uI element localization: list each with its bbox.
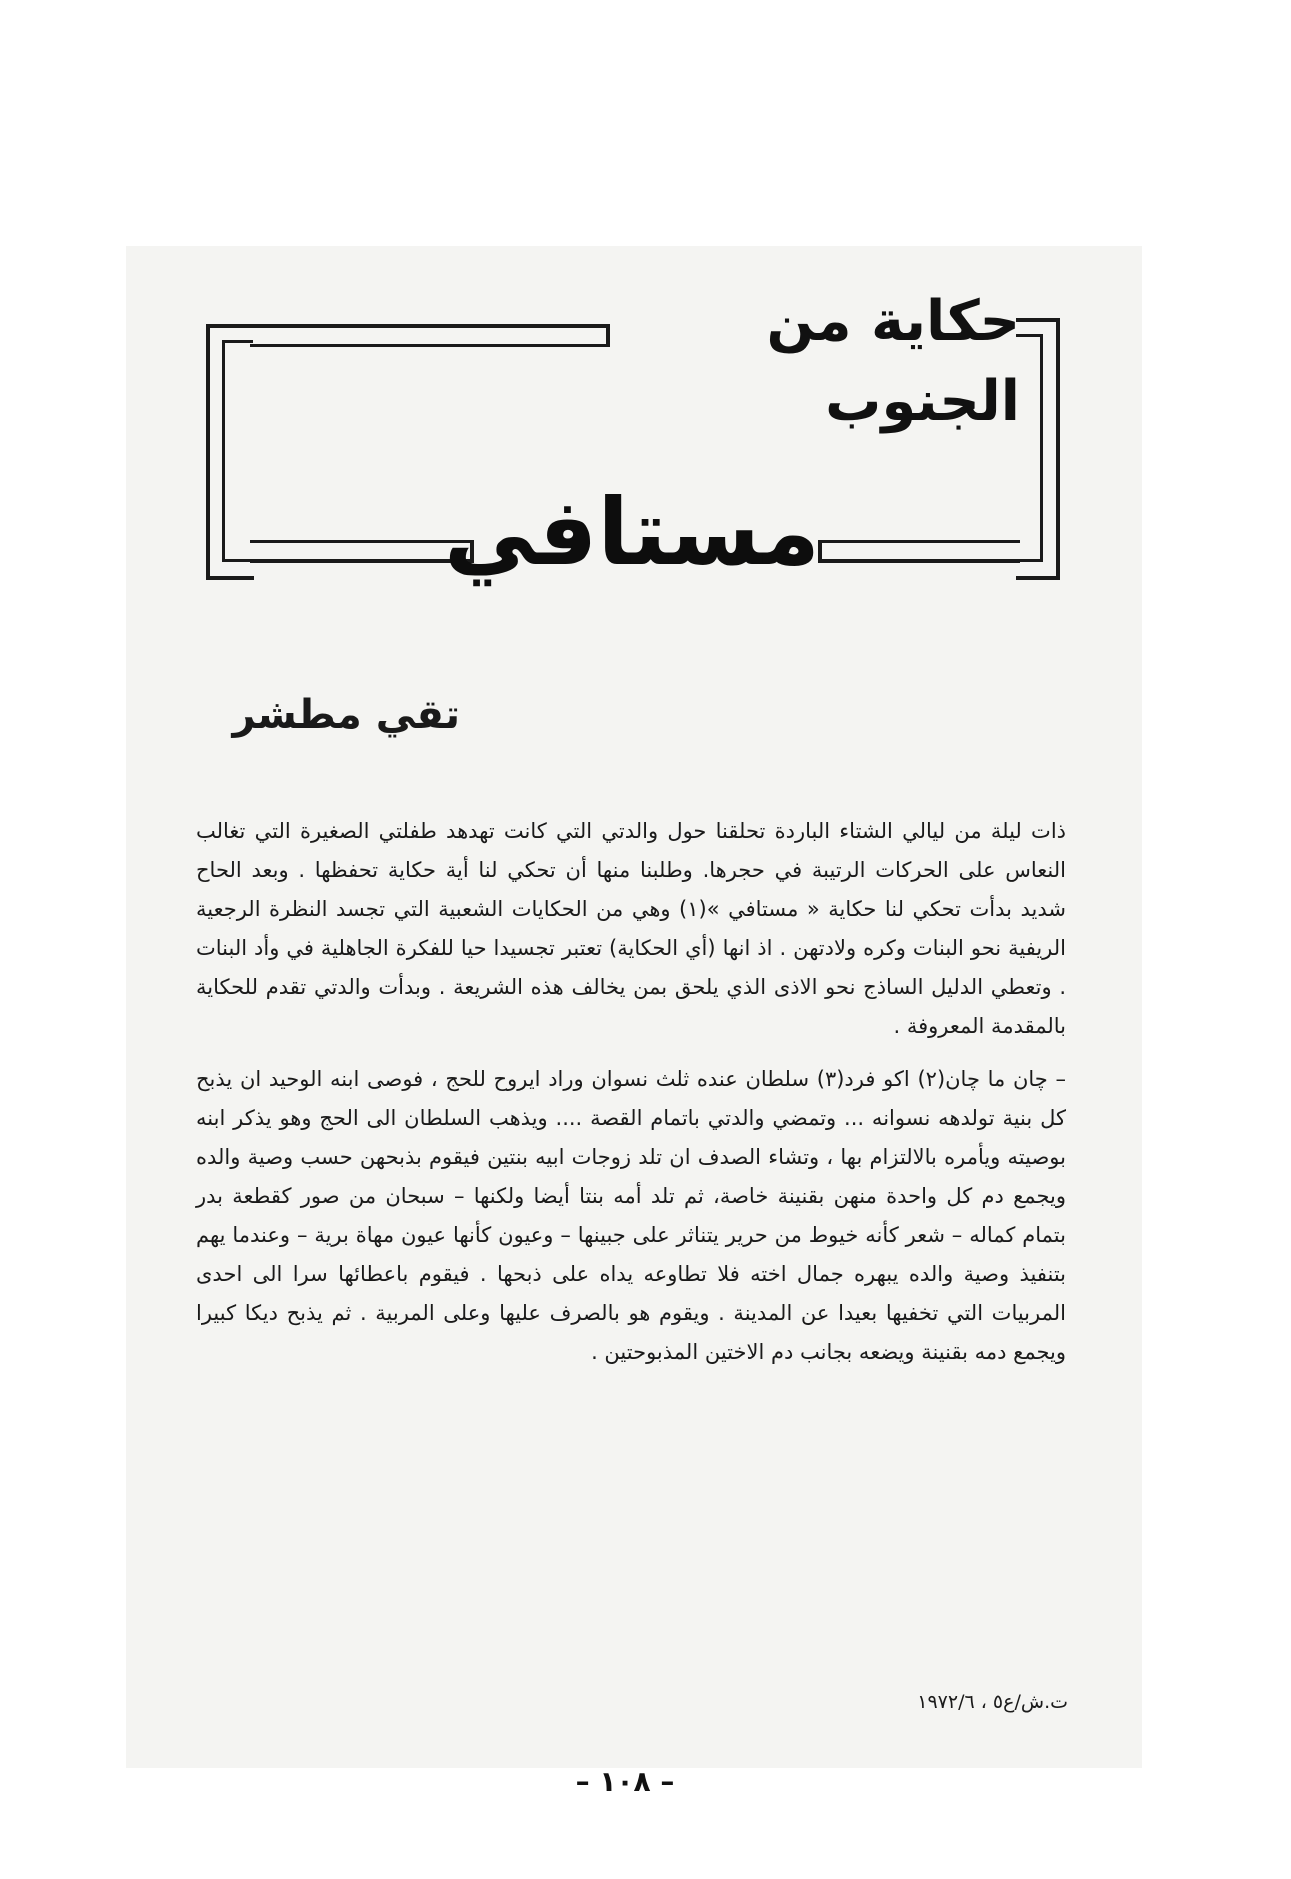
source-reference: ت.ش/ع٥ ، ١٩٧٢/٦ xyxy=(917,1691,1068,1713)
paragraph-story: – چان ما چان(٢) اكو فرد(٣) سلطان عنده ثلث نسوان وراد ايروح للحج ، فوصى ابنه الوحيد ان يذبح كل بنية تولدهه نسوانه ... وتمضي والدتي باتمام القصة .... ويذهب السلطان الى الحج وهو يذكر ابنه بوصيته ويأمره بالالتزام بها ، وتشاء الصدف ان تلد زوجات ابيه بنتين فيقوم بذبحهن حسب وصية والده ويجمع دم كل واحدة منهن بقنينة خاصة، ثم تلد أمه بنتا أيضا ولكنها – سبحان من صور كقطعة بدر بتمام كماله – شعر كأنه خيوط من حرير يتناثر على جبينها – وعيون كأنها عيون مهاة برية – وعندما يهم بتنفيذ وصية والده يبهره جمال اخته فلا تطاوعه يداه على ذبحها . فيقوم باعطائها سرا الى احدى المربيات التي تخفيها بعيدا عن المدينة . ويقوم هو بالصرف عليها وعلى المربية . ثم يذبح ديكا كبيرا ويجمع دمه بقنينة ويضعه بجانب دم الاختين المذبوحتين . xyxy=(196,1067,1066,1364)
main-title: مستافي xyxy=(444,479,820,586)
title-frame-bottom-left xyxy=(250,540,474,563)
title-frame-bottom-right xyxy=(818,540,1020,563)
series-title: حكاية من الجنوب xyxy=(766,289,1020,434)
author-name: تقي مطشر xyxy=(232,692,460,738)
article-body xyxy=(196,812,1066,1386)
title-frame-top xyxy=(250,324,610,347)
paragraph-intro: ذات ليلة من ليالي الشتاء الباردة تحلقنا حول والدتي التي كانت تهدهد طفلتي الصغيرة التي تغالب النعاس على الحركات الرتيبة في حجرها. وطلبنا منها أن تحكي لنا أية حكاية تحفظها . وبعد الحاح شديد بدأت تحكي لنا حكاية « مستافي »(١) وهي من الحكايات الشعبية التي تجسد النظرة الرجعية الريفية نحو البنات وكره ولادتهن . اذ انها (أي الحكاية) تعتبر تجسيدا حيا للفكرة الجاهلية في وأد البنات . وتعطي الدليل الساذج نحو الاذى الذي يلحق بمن يخالف هذه الشريعة . وبدأت والدتي تقدم للحكاية بالمقدمة المعروفة . xyxy=(196,819,1066,1038)
title-frame-right-inner xyxy=(1016,334,1043,562)
page-number: – ١٠٨ – xyxy=(575,1765,675,1798)
title-frame-left-inner xyxy=(222,340,253,562)
